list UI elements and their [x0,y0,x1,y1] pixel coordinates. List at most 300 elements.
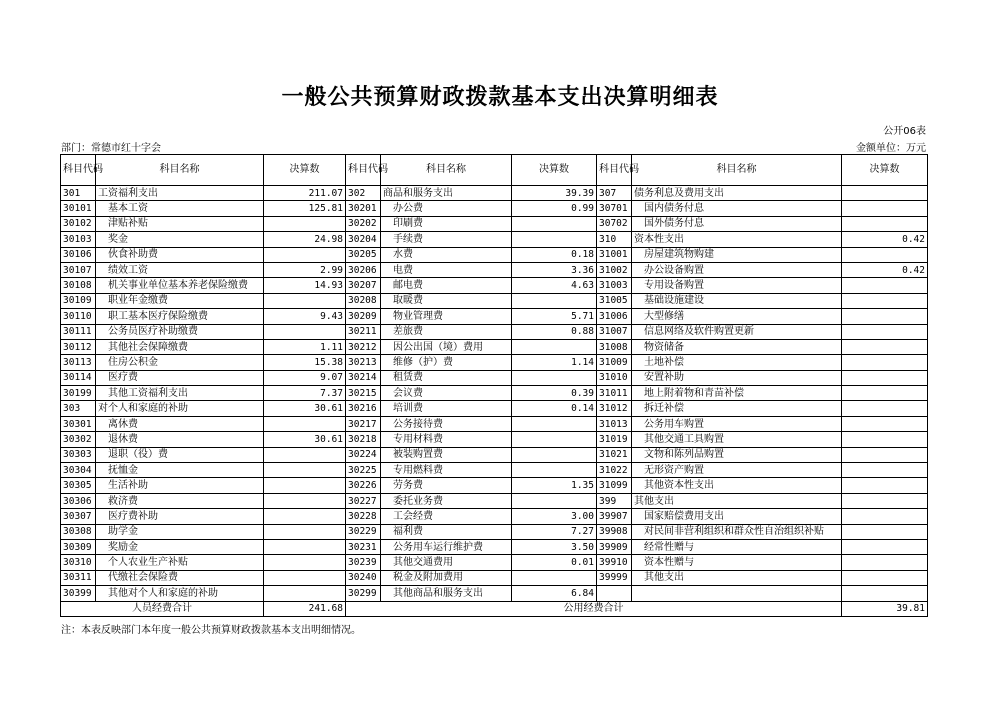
item-amount [842,478,928,493]
item-name-text: 职业年金缴费 [108,295,168,307]
item-name [632,370,842,385]
item-name-text: 基本工资 [108,203,148,215]
item-code: 302 [346,186,381,201]
item-name [96,216,264,231]
item-name-text: 租赁费 [393,372,423,384]
item-code: 30113 [61,355,96,370]
item-name-text: 退休费 [108,433,138,445]
item-name-text: 手续费 [393,233,423,245]
item-code: 31009 [597,355,632,370]
item-name [381,463,512,478]
item-code: 30110 [61,309,96,324]
item-code: 30303 [61,447,96,462]
item-name [96,355,264,370]
item-amount: 5.71 [512,309,597,324]
item-amount [512,339,597,354]
item-name-text: 因公出国（境）费用 [393,341,483,353]
item-code: 30207 [346,278,381,293]
item-amount [842,586,928,601]
item-amount [842,509,928,524]
item-code: 31006 [597,309,632,324]
item-code: 39907 [597,509,632,524]
item-name-text: 物业管理费 [393,310,443,322]
item-code: 30218 [346,432,381,447]
item-name-text: 培训费 [393,403,423,415]
item-name [96,416,264,431]
item-name-text: 抚恤金 [108,464,138,476]
item-name-text: 离休费 [108,418,138,430]
item-amount [842,186,928,201]
item-name-text: 奖金 [108,233,128,245]
item-code: 31022 [597,463,632,478]
item-name [632,432,842,447]
item-name [381,309,512,324]
item-code: 30225 [346,463,381,478]
item-code: 30399 [61,586,96,601]
item-amount [842,201,928,216]
item-code: 30215 [346,386,381,401]
item-name-text: 其他支出 [644,572,684,584]
item-amount [842,324,928,339]
item-code: 30211 [346,324,381,339]
item-name-text: 公务员医疗补助缴费 [108,326,198,338]
item-amount: 0.18 [512,247,597,262]
item-amount: 30.61 [264,401,346,416]
table-row [61,493,928,508]
item-name [96,247,264,262]
item-code: 30106 [61,247,96,262]
item-name [381,386,512,401]
item-code: 31008 [597,339,632,354]
item-name [632,232,842,247]
item-name [381,186,512,201]
item-name-text: 医疗费补助 [108,510,158,522]
table-row [61,355,928,370]
item-code: 30109 [61,293,96,308]
item-name-text: 对个人和家庭的补助 [98,403,188,415]
item-amount: 9.07 [264,370,346,385]
item-name [632,247,842,262]
item-amount [264,478,346,493]
item-name [381,216,512,231]
item-code: 30208 [346,293,381,308]
personnel-total-label: 人员经费合计 [61,601,264,616]
item-amount: 14.93 [264,278,346,293]
item-name [381,355,512,370]
item-amount: 0.88 [512,324,597,339]
item-name [632,386,842,401]
item-name-text: 拆迁补偿 [644,403,684,415]
item-name-text: 被装购置费 [393,449,443,461]
item-amount [264,447,346,462]
item-amount [512,493,597,508]
item-name-text: 国内债务付息 [644,203,704,215]
public-total-label: 公用经费合计 [346,601,842,616]
item-code: 30102 [61,216,96,231]
item-name-text: 税金及附加费用 [393,572,463,584]
item-name [96,309,264,324]
item-amount: 1.35 [512,478,597,493]
item-name [96,262,264,277]
item-name-text: 资本性支出 [634,233,684,245]
item-amount [512,232,597,247]
item-name-text: 债务利息及费用支出 [634,187,724,199]
item-name-text: 差旅费 [393,326,423,338]
item-name-text: 工会经费 [393,510,433,522]
item-amount [512,570,597,585]
item-amount: 0.14 [512,401,597,416]
item-code: 301 [61,186,96,201]
header-name: 科目名称 [96,155,264,186]
item-name [96,586,264,601]
item-amount [842,570,928,585]
header-amount: 决算数 [264,155,346,186]
item-name [381,478,512,493]
item-amount: 1.14 [512,355,597,370]
item-name-text: 房屋建筑物购建 [644,249,714,261]
item-amount [264,463,346,478]
item-code: 30240 [346,570,381,585]
item-name-text: 电费 [393,264,413,276]
item-name [96,293,264,308]
item-name [96,339,264,354]
item-name [96,401,264,416]
item-amount [842,355,928,370]
table-row [61,370,928,385]
item-name-text: 公务用车运行维护费 [393,541,483,553]
table-row [61,570,928,585]
item-amount: 7.37 [264,386,346,401]
item-code: 30310 [61,555,96,570]
item-code: 30226 [346,478,381,493]
item-code: 310 [597,232,632,247]
item-name [381,370,512,385]
item-amount [264,509,346,524]
item-name [381,586,512,601]
item-name-text: 基础设施建设 [644,295,704,307]
item-name-text: 无形资产购置 [644,464,704,476]
item-name-text: 物资储备 [644,341,684,353]
item-name-text: 其他商品和服务支出 [393,587,483,599]
item-name [632,463,842,478]
item-code: 399 [597,493,632,508]
item-code: 30301 [61,416,96,431]
item-code: 31010 [597,370,632,385]
item-code: 30304 [61,463,96,478]
header-row [61,155,928,186]
item-name [632,355,842,370]
item-code: 30202 [346,216,381,231]
item-code: 30201 [346,201,381,216]
item-amount [842,386,928,401]
item-amount [512,447,597,462]
item-name [632,570,842,585]
item-code: 30227 [346,493,381,508]
item-code: 30306 [61,493,96,508]
item-code: 39999 [597,570,632,585]
totals-row [61,601,928,616]
item-name [381,232,512,247]
item-code: 30114 [61,370,96,385]
item-name-text: 其他交通费用 [393,557,453,569]
item-name [96,232,264,247]
item-code: 30107 [61,262,96,277]
item-amount: 125.81 [264,201,346,216]
item-name [96,524,264,539]
item-name [381,524,512,539]
item-code: 30702 [597,216,632,231]
item-name-text: 专用燃料费 [393,464,443,476]
item-name-text: 工资福利支出 [98,187,158,199]
item-code: 31005 [597,293,632,308]
item-code: 30239 [346,555,381,570]
item-name [632,524,842,539]
item-name [96,478,264,493]
item-amount: 7.27 [512,524,597,539]
public-total-value: 39.81 [842,601,928,616]
item-amount: 15.38 [264,355,346,370]
item-code: 30217 [346,416,381,431]
item-name-text: 其他支出 [634,495,674,507]
table-row [61,386,928,401]
item-name-text: 助学金 [108,526,138,538]
item-name [381,339,512,354]
item-amount: 24.98 [264,232,346,247]
item-code: 30308 [61,524,96,539]
item-name [96,370,264,385]
item-name [96,463,264,478]
item-code: 31002 [597,262,632,277]
item-name [381,555,512,570]
item-amount [842,216,928,231]
item-code: 30111 [61,324,96,339]
item-code: 39908 [597,524,632,539]
item-amount [842,493,928,508]
item-name-text: 其他工资福利支出 [108,387,188,399]
item-name [632,186,842,201]
item-amount [842,278,928,293]
item-name-text: 办公费 [393,203,423,215]
item-name-text: 经常性赠与 [644,541,694,553]
item-name-text: 取暖费 [393,295,423,307]
item-name-text: 资本性赠与 [644,557,694,569]
item-name-text: 劳务费 [393,480,423,492]
item-name-text: 委托业务费 [393,495,443,507]
item-name-text: 印刷费 [393,218,423,230]
item-code: 30214 [346,370,381,385]
item-name-text: 水费 [393,249,413,261]
item-name [632,339,842,354]
item-name-text: 国家赔偿费用支出 [644,510,724,522]
item-amount: 211.07 [264,186,346,201]
item-name-text: 公务用车购置 [644,418,704,430]
item-name [632,447,842,462]
item-name [96,324,264,339]
item-amount [264,324,346,339]
item-code: 30199 [61,386,96,401]
item-name-text: 土地补偿 [644,356,684,368]
item-name-text: 职工基本医疗保险缴费 [108,310,208,322]
item-name [381,493,512,508]
item-code: 30224 [346,447,381,462]
item-name [381,293,512,308]
item-amount [842,401,928,416]
item-code: 30311 [61,570,96,585]
item-amount: 9.43 [264,309,346,324]
item-name-text: 福利费 [393,526,423,538]
header-amount: 决算数 [842,155,928,186]
table-row [61,463,928,478]
item-code: 30229 [346,524,381,539]
item-amount [512,463,597,478]
header-code: 科目代码 [61,155,96,186]
table-row [61,447,928,462]
item-name [381,539,512,554]
item-amount [842,463,928,478]
item-amount [512,216,597,231]
item-code: 31019 [597,432,632,447]
item-name-text: 津贴补贴 [108,218,148,230]
expenditure-table [60,154,928,617]
personnel-total-value: 241.68 [264,601,346,616]
item-code: 31007 [597,324,632,339]
item-code: 30305 [61,478,96,493]
table-row [61,186,928,201]
item-name-text: 办公设备购置 [644,264,704,276]
item-name-text: 专用材料费 [393,433,443,445]
item-name [632,216,842,231]
item-code: 31001 [597,247,632,262]
item-code: 31021 [597,447,632,462]
item-name [381,247,512,262]
item-name [632,324,842,339]
item-amount: 3.36 [512,262,597,277]
item-amount [842,539,928,554]
item-code: 30228 [346,509,381,524]
item-code: 30231 [346,539,381,554]
item-amount: 30.61 [264,432,346,447]
item-amount [264,586,346,601]
item-code: 30209 [346,309,381,324]
item-code: 30216 [346,401,381,416]
item-name-text: 大型修缮 [644,310,684,322]
item-name [96,570,264,585]
item-name-text: 住房公积金 [108,356,158,368]
item-amount [842,555,928,570]
item-name [381,509,512,524]
item-name-text: 伙食补助费 [108,249,158,261]
table-row [61,416,928,431]
item-name-text: 商品和服务支出 [383,187,453,199]
table-row [61,555,928,570]
item-code: 30212 [346,339,381,354]
item-code: 31003 [597,278,632,293]
item-name-text: 其他资本性支出 [644,480,714,492]
item-code: 30112 [61,339,96,354]
item-amount: 39.39 [512,186,597,201]
header-name: 科目名称 [632,155,842,186]
item-amount: 6.84 [512,586,597,601]
item-code: 39910 [597,555,632,570]
item-name [381,278,512,293]
item-name [96,201,264,216]
table-row [61,247,928,262]
item-name [632,509,842,524]
item-name [381,401,512,416]
table-number: 公开06表 [883,126,926,137]
item-amount [264,524,346,539]
item-name-text: 救济费 [108,495,138,507]
item-code: 39909 [597,539,632,554]
item-name [632,555,842,570]
item-code: 30205 [346,247,381,262]
table-row [61,232,928,247]
table-row [61,262,928,277]
item-name-text: 其他对个人和家庭的补助 [108,587,218,599]
item-name [632,201,842,216]
item-code: 30103 [61,232,96,247]
unit-label: 金额单位：万元 [856,143,926,154]
item-name [381,570,512,585]
item-amount [264,247,346,262]
item-amount [264,570,346,585]
item-name-text: 专用设备购置 [644,280,704,292]
item-name-text: 公务接待费 [393,418,443,430]
item-name [96,432,264,447]
item-name [381,324,512,339]
item-amount [264,216,346,231]
item-name-text: 医疗费 [108,372,138,384]
item-code: 30307 [61,509,96,524]
item-code: 31012 [597,401,632,416]
table-row [61,509,928,524]
item-code: 30206 [346,262,381,277]
table-row [61,216,928,231]
item-name [632,416,842,431]
table-row [61,432,928,447]
item-amount [512,370,597,385]
table-row [61,324,928,339]
item-amount [842,309,928,324]
item-amount: 1.11 [264,339,346,354]
item-amount [842,447,928,462]
item-name [632,293,842,308]
item-name [632,262,842,277]
item-amount: 0.42 [842,232,928,247]
item-name-text: 退职（役）费 [108,449,168,461]
item-name-text: 会议费 [393,387,423,399]
item-name-text: 邮电费 [393,280,423,292]
item-amount [842,293,928,308]
item-amount [512,293,597,308]
item-amount [842,524,928,539]
table-row [61,401,928,416]
item-amount: 0.39 [512,386,597,401]
item-name [632,401,842,416]
item-name [632,586,842,601]
item-name-text: 绩效工资 [108,264,148,276]
item-amount [512,432,597,447]
item-code: 30309 [61,539,96,554]
item-name [632,278,842,293]
item-name [381,447,512,462]
item-name [96,539,264,554]
item-name-text: 奖励金 [108,541,138,553]
item-code: 31099 [597,478,632,493]
item-name-text: 其他交通工具购置 [644,433,724,445]
item-name-text: 地上附着物和青苗补偿 [644,387,744,399]
item-name [96,186,264,201]
